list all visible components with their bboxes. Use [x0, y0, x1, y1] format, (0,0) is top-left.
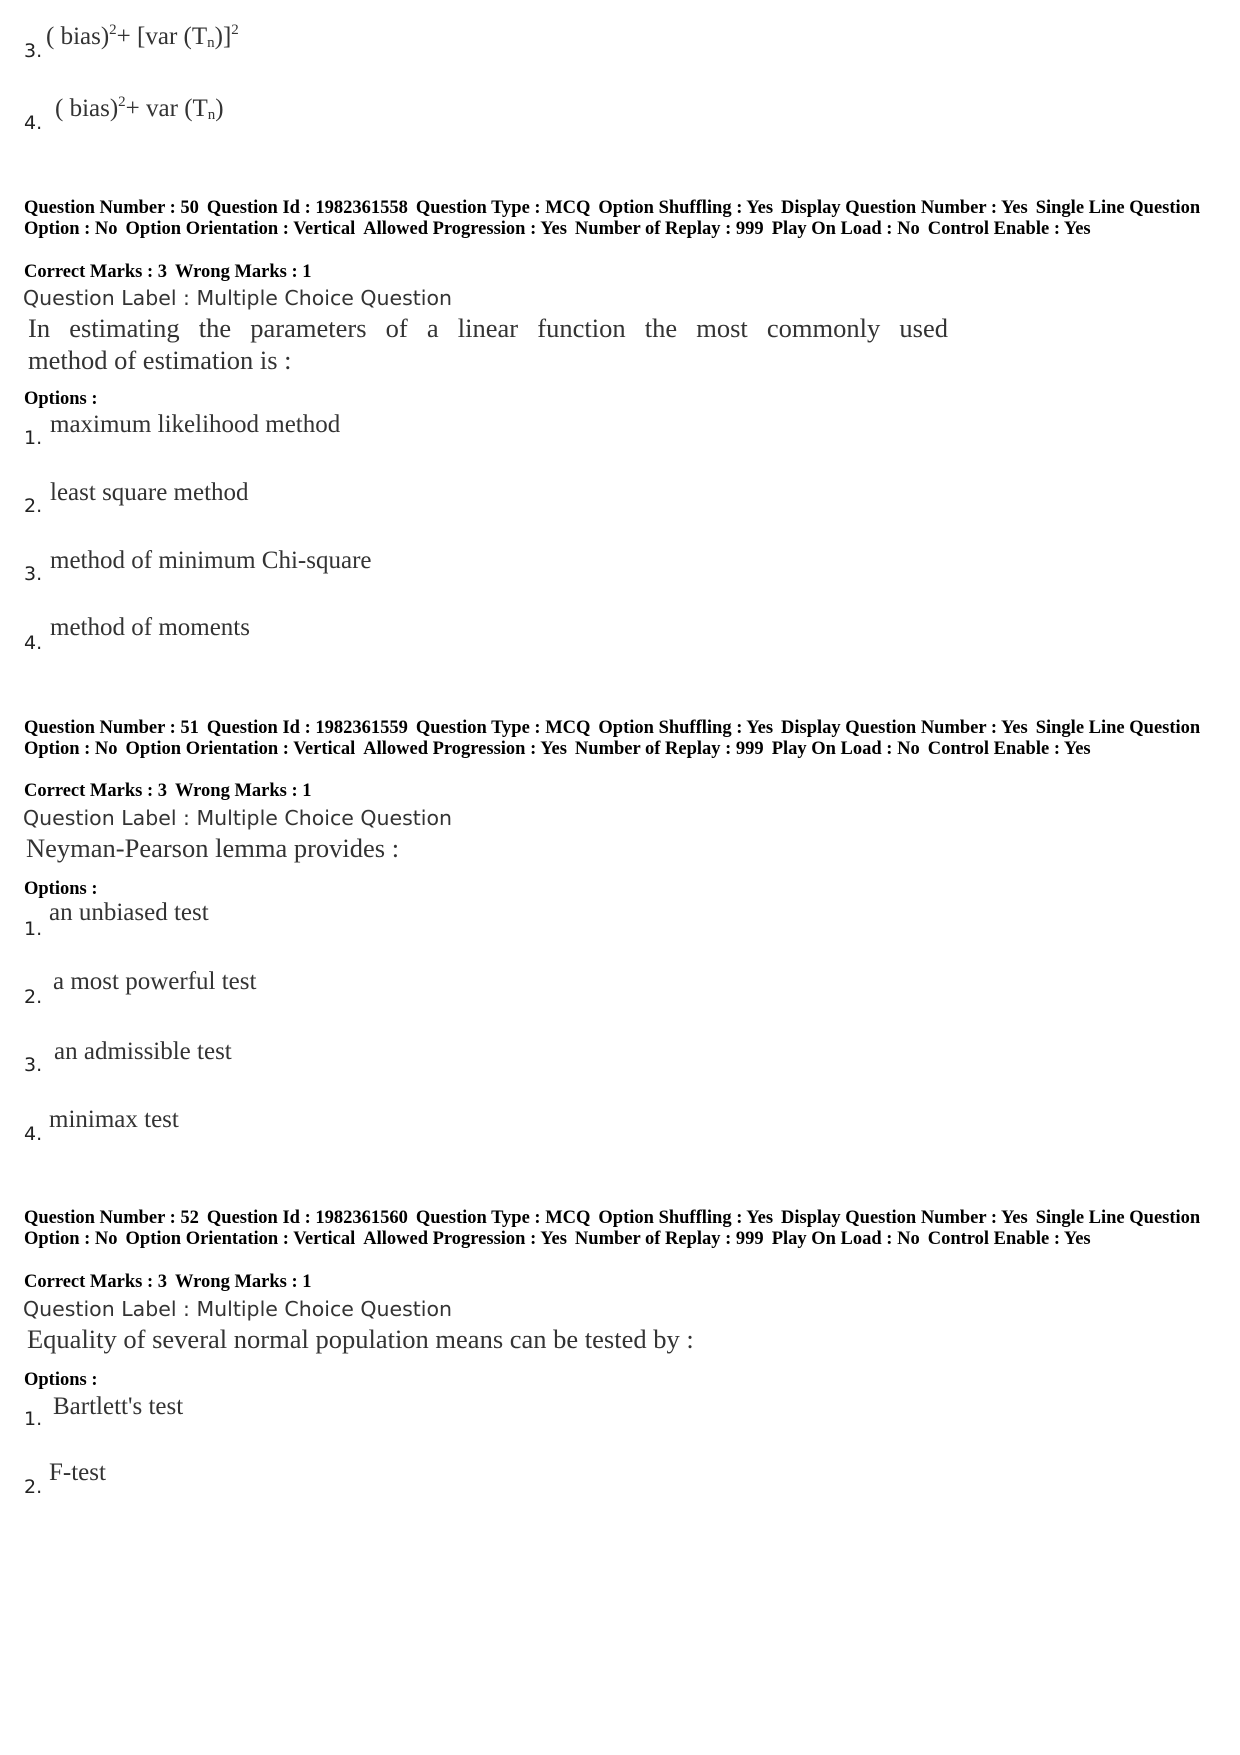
- option-number: 3.: [24, 40, 43, 62]
- option-text: an unbiased test: [49, 899, 209, 926]
- question-text-line-1: In estimating the parameters of a linear function the most commonly used: [28, 313, 948, 343]
- option-text: an admissible test: [54, 1038, 232, 1065]
- options-heading: Options :: [24, 879, 98, 899]
- option-number: 2.: [24, 495, 43, 517]
- option-text: ( bias)$^2$+ var $(T_n)$: [55, 94, 224, 123]
- option-number: 2.: [24, 1476, 43, 1498]
- marks-line: Correct Marks : 3 Wrong Marks : 1: [24, 1272, 312, 1292]
- option-number: 4.: [24, 632, 43, 654]
- option-number: 4.: [24, 1123, 43, 1145]
- option-number: 1.: [24, 918, 43, 940]
- question-text-line-1: Neyman-Pearson lemma provides :: [26, 833, 400, 863]
- question-label: Question Label : Multiple Choice Question: [23, 806, 453, 830]
- options-heading: Options :: [24, 389, 98, 409]
- question-text-line-2: method of estimation is :: [28, 345, 292, 375]
- option-text: method of moments: [50, 614, 250, 641]
- option-number: 3.: [24, 1054, 43, 1076]
- option-text: a most powerful test: [53, 968, 257, 995]
- option-number: 4.: [24, 112, 43, 134]
- option-text: ( bias)$^2$+ [var $(T_n)]^2$: [46, 22, 239, 51]
- question-text-line-1: Equality of several normal population means can be tested by :: [27, 1324, 694, 1354]
- option-number: 3.: [24, 563, 43, 585]
- question-meta: Question Number : 50 Question Id : 1982361558 Question Type : MCQ Option Shuffling : Yes Display Question Number : Yes Single Line Question Option : No Option Orientation : Vertical Allowed Progression : Yes Number of Replay : 999 Play On Load : No Control Enable : Yes: [24, 198, 1201, 239]
- question-label: Question Label : Multiple Choice Question: [23, 286, 453, 310]
- options-heading: Options :: [24, 1370, 98, 1390]
- option-text: method of minimum Chi-square: [50, 547, 372, 574]
- marks-line: Correct Marks : 3 Wrong Marks : 1: [24, 262, 312, 282]
- option-number: 1.: [24, 1408, 43, 1430]
- question-meta: Question Number : 51 Question Id : 1982361559 Question Type : MCQ Option Shuffling : Yes Display Question Number : Yes Single Line Question Option : No Option Orientation : Vertical Allowed Progression : Yes Number of Replay : 999 Play On Load : No Control Enable : Yes: [24, 718, 1201, 759]
- option-text: maximum likelihood method: [50, 411, 341, 438]
- option-text: Bartlett's test: [53, 1393, 184, 1420]
- option-text: F-test: [49, 1459, 106, 1486]
- option-number: 1.: [24, 427, 43, 449]
- question-meta: Question Number : 52 Question Id : 1982361560 Question Type : MCQ Option Shuffling : Yes Display Question Number : Yes Single Line Question Option : No Option Orientation : Vertical Allowed Progression : Yes Number of Replay : 999 Play On Load : No Control Enable : Yes: [24, 1208, 1201, 1249]
- question-label: Question Label : Multiple Choice Question: [23, 1297, 453, 1321]
- option-number: 2.: [24, 986, 43, 1008]
- marks-line: Correct Marks : 3 Wrong Marks : 1: [24, 781, 312, 801]
- option-text: least square method: [50, 479, 249, 506]
- option-text: minimax test: [49, 1106, 179, 1133]
